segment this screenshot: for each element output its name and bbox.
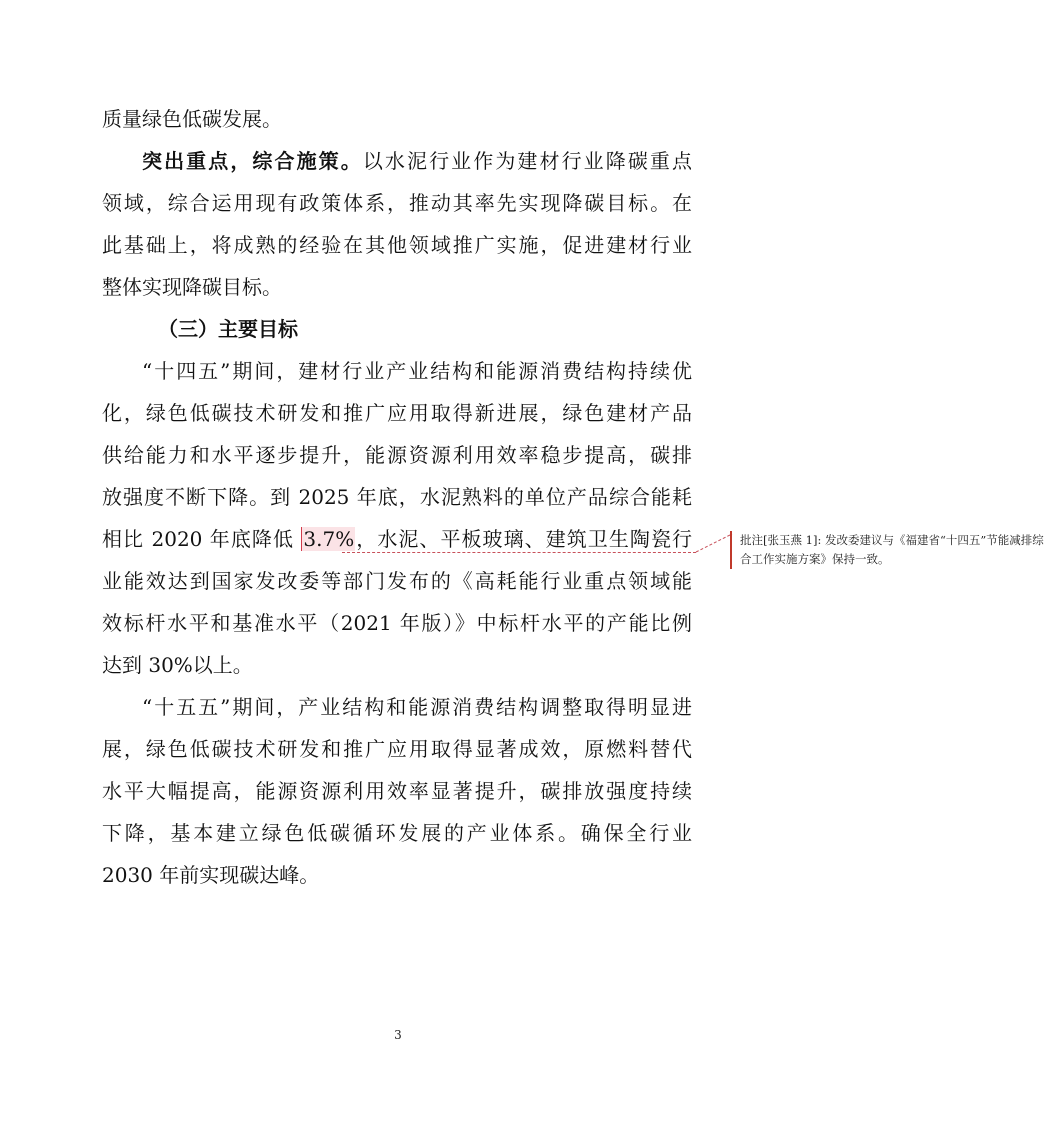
comment-anchor-underline	[342, 552, 696, 553]
line-text: 相比 2020 年底降低	[102, 527, 302, 551]
paragraph-line	[142, 356, 692, 386]
paragraph-line	[102, 482, 692, 512]
commented-text-highlight[interactable]: 3.7%	[303, 527, 355, 551]
line-text: 此基础上，将成熟的经验在其他领域推广实施，促进建材行业	[102, 233, 692, 257]
comment-author-label: 批注[张玉燕 1]:	[740, 533, 822, 547]
line-text: 化，绿色低碳技术研发和推广应用取得新进展，绿色建材产品	[102, 401, 692, 425]
paragraph-line	[142, 146, 692, 176]
paragraph-line	[142, 692, 692, 722]
paragraph-line	[102, 524, 692, 554]
paragraph-line	[102, 272, 282, 302]
line-text: 以水泥行业作为建材行业降碳重点	[362, 149, 693, 173]
line-text: 效标杆水平和基准水平（2021 年版）》中标杆水平的产能比例	[102, 611, 692, 635]
line-text: 整体实现降碳目标。	[102, 275, 282, 299]
heading-text: （三）主要目标	[158, 317, 298, 341]
paragraph-line	[102, 398, 692, 428]
line-text: 2030 年前实现碳达峰。	[102, 863, 320, 887]
line-text: 水平大幅提高，能源资源利用效率显著提升，碳排放强度持续	[102, 779, 692, 803]
section-heading	[158, 314, 298, 344]
paragraph-line	[102, 860, 319, 890]
line-text: “十四五”期间，建材行业产业结构和能源消费结构持续优	[142, 359, 692, 383]
line-text: 供给能力和水平逐步提升，能源资源利用效率稳步提高，碳排	[102, 443, 692, 467]
paragraph-line	[102, 734, 692, 764]
line-text: 领域，综合运用现有政策体系，推动其率先实现降碳目标。在	[102, 191, 692, 215]
line-text: ，水泥、平板玻璃、建筑卫生陶瓷行	[355, 527, 692, 551]
comment-text: 发改委建议与《福建省“十四五”节能减排综合工作实施方案》保持一致。	[740, 533, 1044, 566]
line-text: 达到 30%以上。	[102, 653, 253, 677]
paragraph-line	[102, 650, 253, 680]
connector-path	[696, 534, 732, 552]
paragraph-line	[102, 818, 692, 848]
paragraph-line	[102, 188, 692, 218]
page-number: 3	[394, 1028, 402, 1042]
line-text: 质量绿色低碳发展。	[102, 107, 282, 131]
line-text: 下降，基本建立绿色低碳循环发展的产业体系。确保全行业	[102, 821, 692, 845]
paragraph-line	[102, 566, 692, 596]
paragraph-line	[102, 440, 692, 470]
line-text: 放强度不断下降。到 2025 年底，水泥熟料的单位产品综合能耗	[102, 485, 692, 509]
line-text: “十五五”期间，产业结构和能源消费结构调整取得明显进	[142, 695, 692, 719]
line-text: 业能效达到国家发改委等部门发布的《高耗能行业重点领域能	[102, 569, 692, 593]
comment-balloon[interactable]	[730, 531, 1046, 569]
paragraph-line	[102, 104, 282, 134]
paragraph-line	[102, 230, 692, 260]
line-text: 展，绿色低碳技术研发和推广应用取得显著成效，原燃料替代	[102, 737, 692, 761]
paragraph-line	[102, 608, 692, 638]
paragraph-line	[102, 776, 692, 806]
bold-lead-in: 突出重点，综合施策。	[142, 149, 363, 173]
